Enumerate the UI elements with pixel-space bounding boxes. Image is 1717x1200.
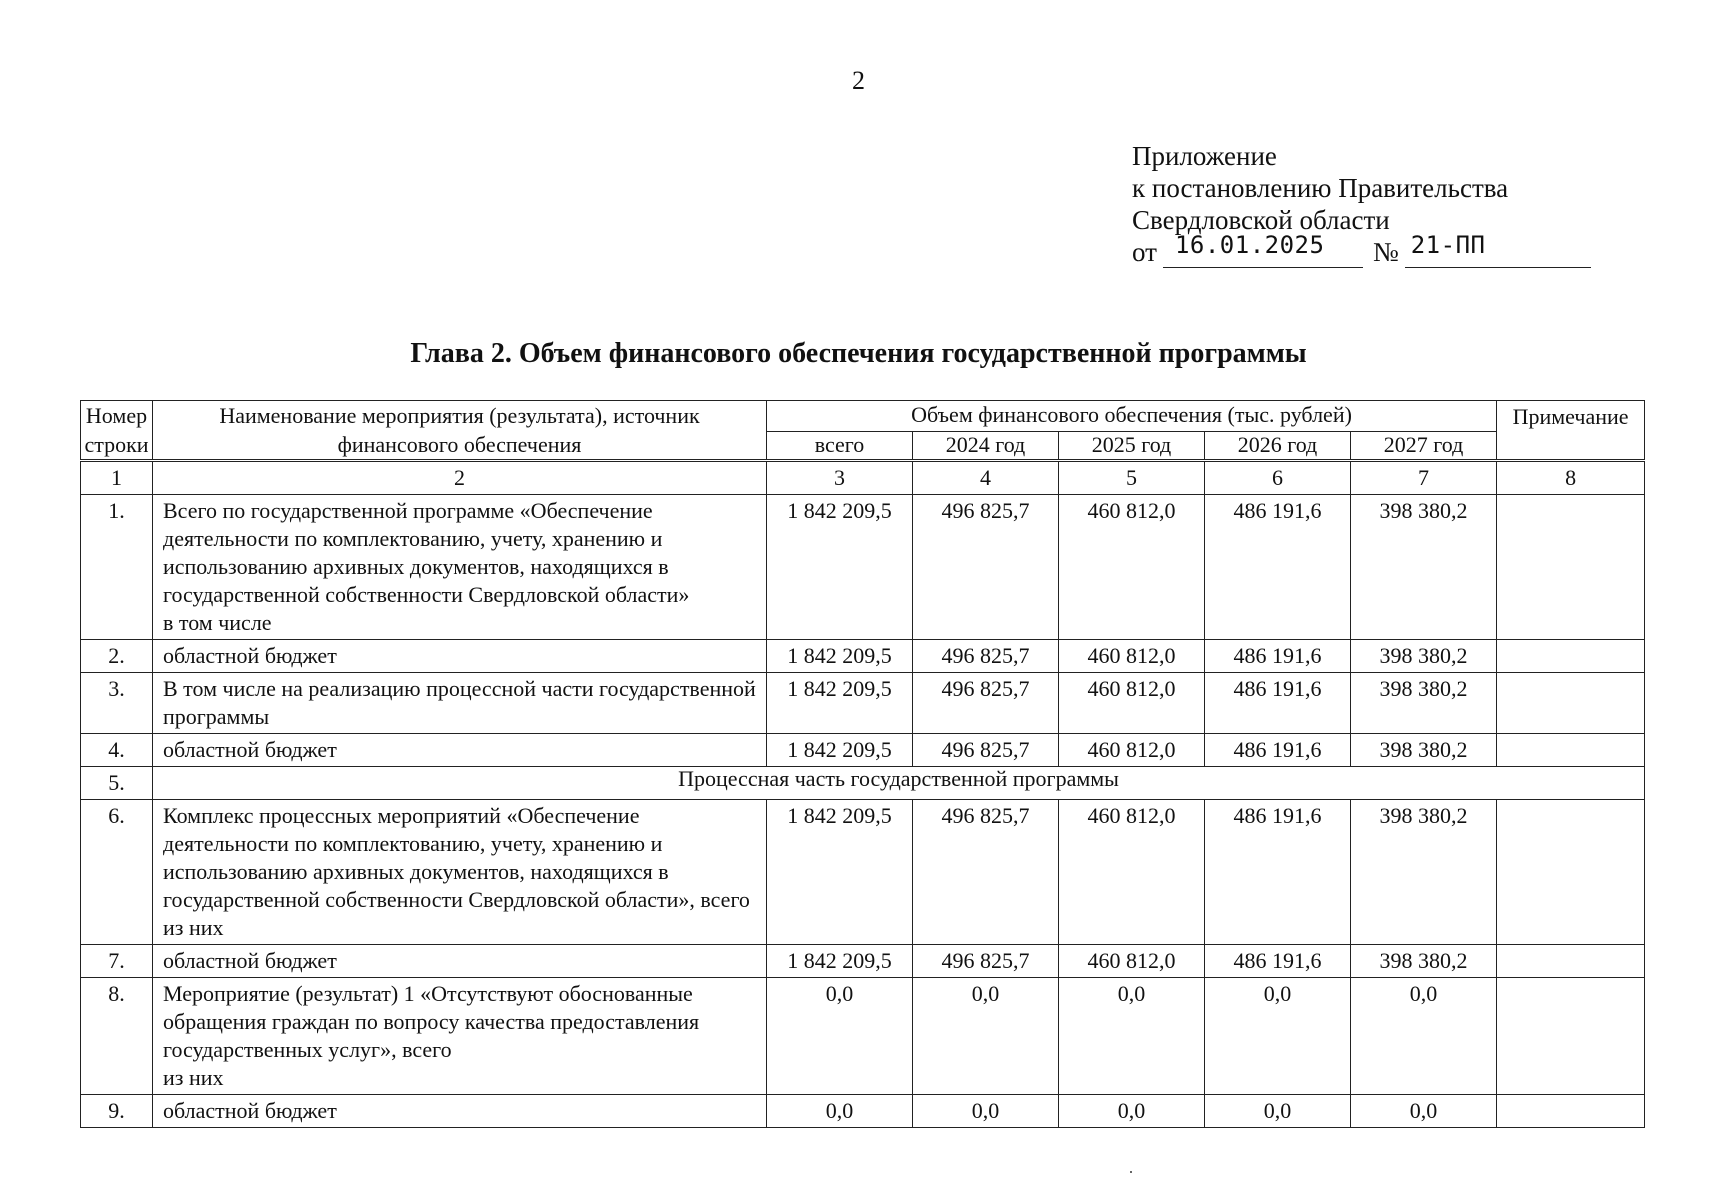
amount-2024: 0,0 [913,1095,1059,1128]
item-name-cell [153,978,767,1095]
amount-2027: 0,0 [1351,1095,1497,1128]
note-cell [1497,945,1645,978]
resolution-number: 21-ПП [1410,231,1486,259]
amount-2024: 496 825,7 [913,495,1059,640]
amount-2024: 0,0 [913,978,1059,1095]
header-row-number: Номер строки [81,401,153,461]
amount-2027: 398 380,2 [1351,734,1497,767]
item-name-cell [153,800,767,945]
table-row [81,767,1645,800]
amount-total: 1 842 209,5 [767,734,913,767]
section-title: Процессная часть государственной программы [153,767,1645,800]
item-name-cell [153,495,767,640]
amount-total: 1 842 209,5 [767,945,913,978]
number-underline [1405,231,1591,268]
column-number: 5 [1059,461,1205,495]
row-number: 4. [81,734,153,767]
item-name: областной бюджет [163,737,337,762]
amount-2026: 486 191,6 [1205,800,1351,945]
row-number: 9. [81,1095,153,1128]
table-row [81,978,1645,1095]
amount-2025: 0,0 [1059,978,1205,1095]
financing-table [80,400,1645,1128]
header-total: всего [767,431,913,460]
amount-2024: 496 825,7 [913,640,1059,673]
note-cell [1497,1095,1645,1128]
item-name-cell [153,640,767,673]
column-number: 8 [1497,461,1645,495]
item-name-cell [153,945,767,978]
appendix-line-3: Свердловской области [1132,205,1390,235]
row-number: 8. [81,978,153,1095]
item-name-cell [153,1095,767,1128]
header-row-1 [81,401,1645,432]
table-body [81,401,1645,1128]
note-cell [1497,495,1645,640]
header-volume: Объем финансового обеспечения (тыс. рублей) [767,401,1497,432]
row-number: 7. [81,945,153,978]
item-name: Комплекс процессных мероприятий «Обеспечение деятельности по комплектованию, учету, хранению и использованию архивных документов, находящихся в государственной собственности Свердловской области», всего [163,803,750,912]
resolution-date: 16.01.2025 [1174,231,1325,259]
table-row [81,1095,1645,1128]
column-number: 1 [81,461,153,495]
item-name-cell [153,673,767,734]
amount-total: 1 842 209,5 [767,640,913,673]
appendix-date-line [1132,231,1612,268]
amount-2027: 398 380,2 [1351,945,1497,978]
appendix-line-1: Приложение [1132,141,1277,171]
amount-2027: 0,0 [1351,978,1497,1095]
amount-2025: 0,0 [1059,1095,1205,1128]
item-name-cell [153,734,767,767]
note-cell [1497,673,1645,734]
item-name: В том числе на реализацию процессной части государственной программы [163,676,756,729]
amount-2026: 486 191,6 [1205,495,1351,640]
amount-2024: 496 825,7 [913,673,1059,734]
table-row [81,800,1645,945]
amount-2024: 496 825,7 [913,800,1059,945]
column-number: 4 [913,461,1059,495]
item-name: Всего по государственной программе «Обеспечение деятельности по комплектованию, учету, хранению и использованию архивных документов, находящихся в государственной собственности Свердловской области» [163,498,690,607]
page-number: 2 [852,66,865,95]
header-2027: 2027 год [1351,431,1497,460]
table-row [81,734,1645,767]
row-number: 3. [81,673,153,734]
header-note: Примечание [1497,401,1645,461]
note-cell [1497,734,1645,767]
amount-2026: 0,0 [1205,978,1351,1095]
amount-total: 1 842 209,5 [767,495,913,640]
header-2025: 2025 год [1059,431,1205,460]
amount-2025: 460 812,0 [1059,734,1205,767]
column-number: 2 [153,461,767,495]
row-number: 1. [81,495,153,640]
table-row [81,495,1645,640]
amount-total: 0,0 [767,1095,913,1128]
amount-2027: 398 380,2 [1351,673,1497,734]
amount-2026: 486 191,6 [1205,945,1351,978]
amount-2027: 398 380,2 [1351,800,1497,945]
item-subnote: из них [163,915,224,940]
amount-2025: 460 812,0 [1059,673,1205,734]
from-label: от [1132,237,1157,267]
amount-2025: 460 812,0 [1059,945,1205,978]
amount-2026: 0,0 [1205,1095,1351,1128]
amount-2027: 398 380,2 [1351,495,1497,640]
appendix-line-2: к постановлению Правительства [1132,173,1509,203]
date-underline [1163,231,1363,268]
amount-2026: 486 191,6 [1205,734,1351,767]
column-number: 7 [1351,461,1497,495]
amount-2025: 460 812,0 [1059,800,1205,945]
amount-2026: 486 191,6 [1205,673,1351,734]
amount-2025: 460 812,0 [1059,640,1205,673]
row-number: 5. [81,767,153,800]
scan-artifact-dot [1130,1171,1132,1173]
row-number: 6. [81,800,153,945]
item-name: областной бюджет [163,1098,337,1123]
table-row [81,640,1645,673]
header-name: Наименование мероприятия (результата), источник финансового обеспечения [153,401,767,461]
amount-total: 1 842 209,5 [767,673,913,734]
item-name: областной бюджет [163,643,337,668]
amount-total: 0,0 [767,978,913,1095]
column-number-row [81,461,1645,495]
chapter-title: Глава 2. Объем финансового обеспечения государственной программы [410,338,1307,369]
amount-2024: 496 825,7 [913,945,1059,978]
number-label: № [1372,237,1399,267]
amount-2027: 398 380,2 [1351,640,1497,673]
item-name: областной бюджет [163,948,337,973]
header-2024: 2024 год [913,431,1059,460]
item-subnote: в том числе [163,610,272,635]
appendix-block [1132,140,1612,268]
item-subnote: из них [163,1065,224,1090]
item-name: Мероприятие (результат) 1 «Отсутствуют обоснованные обращения граждан по вопросу качества предоставления государственных услуг», всего [163,981,700,1062]
amount-2024: 496 825,7 [913,734,1059,767]
amount-2025: 460 812,0 [1059,495,1205,640]
note-cell [1497,640,1645,673]
table-row [81,945,1645,978]
note-cell [1497,978,1645,1095]
header-2026: 2026 год [1205,431,1351,460]
amount-2026: 486 191,6 [1205,640,1351,673]
note-cell [1497,800,1645,945]
row-number: 2. [81,640,153,673]
table-row [81,673,1645,734]
column-number: 3 [767,461,913,495]
amount-total: 1 842 209,5 [767,800,913,945]
column-number: 6 [1205,461,1351,495]
